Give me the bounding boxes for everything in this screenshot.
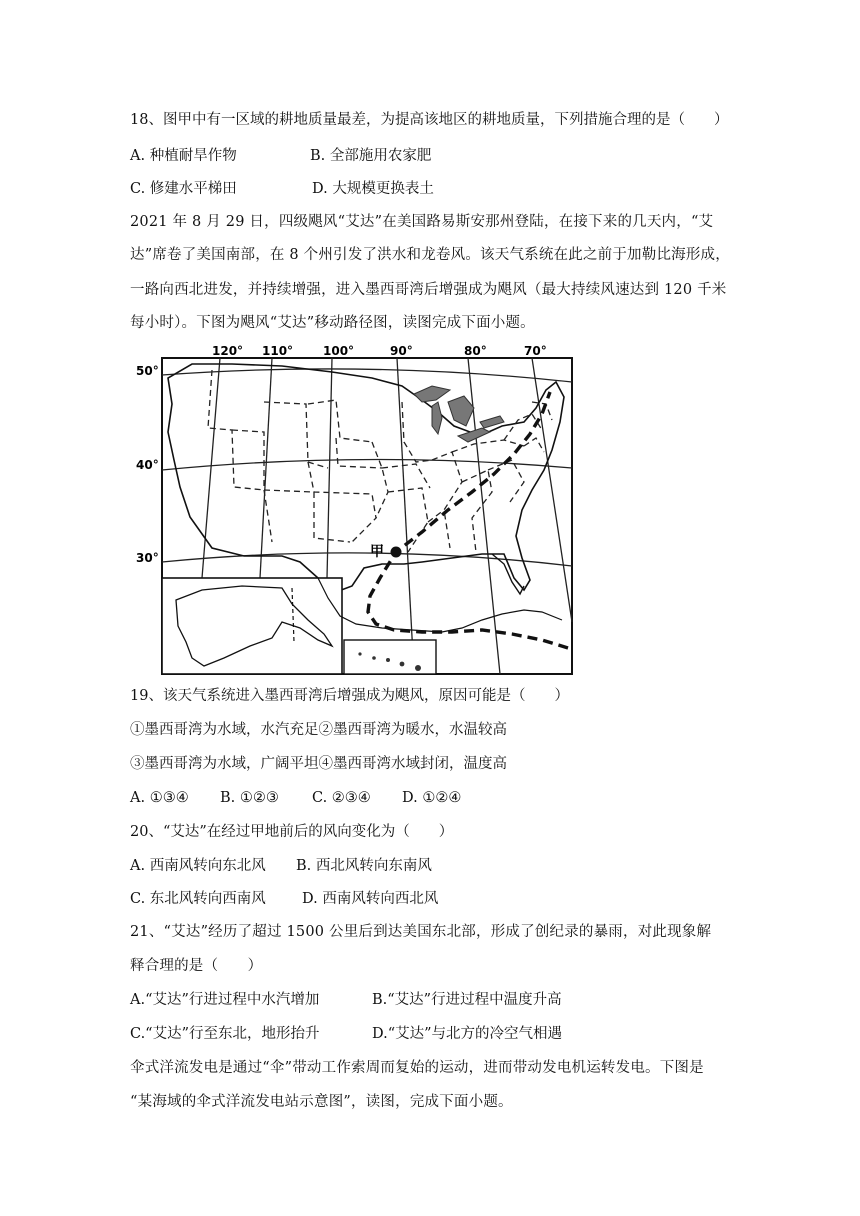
q20-option-d: D. 西南风转向西北风 xyxy=(302,891,439,907)
q21-stem-line-2: 释合理的是（ ） xyxy=(130,958,263,974)
q21-option-b: B.“艾达”行进过程中温度升高 xyxy=(372,992,562,1008)
q20-option-c: C. 东北风转向西南风 xyxy=(130,891,266,907)
q19-option-b: B. ①②③ xyxy=(220,790,279,806)
passage1-line-4: 每小时）。下图为飓风“艾达”移动路径图，读图完成下面小题。 xyxy=(130,315,535,331)
passage1-line-1: 2021 年 8 月 29 日，四级飓风“艾达”在美国路易斯安那州登陆，在接下来的几天内，“艾 xyxy=(130,214,714,230)
lon-label-90: 90° xyxy=(390,344,413,358)
hurricane-ida-path-map xyxy=(132,342,578,678)
q19-statements-1: ①墨西哥湾为水域，水汽充足②墨西哥湾为暖水，水温较高 xyxy=(130,722,507,738)
point-jia-label: 甲 xyxy=(370,544,384,560)
hawaii-inset xyxy=(344,640,436,674)
q20-option-b: B. 西北风转向东南风 xyxy=(296,858,432,874)
lon-label-80: 80° xyxy=(464,344,487,358)
q18-option-c: C. 修建水平梯田 xyxy=(130,181,237,197)
lon-label-110: 110° xyxy=(262,344,294,358)
lon-label-70: 70° xyxy=(524,344,547,358)
q18-stem: 18、图甲中有一区域的耕地质量最差，为提高该地区的耕地质量，下列措施合理的是（ ） xyxy=(130,112,729,128)
passage2-line-2: “某海域的伞式洋流发电站示意图”，读图，完成下面小题。 xyxy=(130,1094,513,1110)
q21-option-d: D.“艾达”与北方的冷空气相遇 xyxy=(372,1026,563,1042)
q19-option-c: C. ②③④ xyxy=(312,790,371,806)
q21-option-a: A.“艾达”行进过程中水汽增加 xyxy=(130,992,320,1008)
q18-option-d: D. 大规模更换表土 xyxy=(312,181,434,197)
lon-label-120: 120° xyxy=(212,344,244,358)
q21-option-c: C.“艾达”行至东北，地形抬升 xyxy=(130,1026,320,1042)
q20-stem: 20、“艾达”在经过甲地前后的风向变化为（ ） xyxy=(130,824,454,840)
lat-label-50: 50° xyxy=(136,364,159,378)
q19-option-d: D. ①②④ xyxy=(402,790,462,806)
q19-statements-2: ③墨西哥湾为水域，广阔平坦④墨西哥湾水域封闭，温度高 xyxy=(130,756,507,772)
q21-stem-line-1: 21、“艾达”经历了超过 1500 公里后到达美国东北部，形成了创纪录的暴雨，对此现象解 xyxy=(130,924,712,940)
q19-stem: 19、该天气系统进入墨西哥湾后增强成为飓风，原因可能是（ ） xyxy=(130,688,569,704)
q18-option-b: B. 全部施用农家肥 xyxy=(310,148,432,164)
passage1-line-2: 达”席卷了美国南部，在 8 个州引发了洪水和龙卷风。该天气系统在此之前于加勒比海形成， xyxy=(130,247,730,263)
q18-option-a: A. 种植耐旱作物 xyxy=(130,148,237,164)
passage2-line-1: 伞式洋流发电是通过“伞”带动工作索周而复始的运动，进而带动发电机运转发电。下图是 xyxy=(130,1060,704,1076)
q19-option-a: A. ①③④ xyxy=(130,790,189,806)
lat-label-30: 30° xyxy=(136,551,159,565)
passage1-line-3: 一路向西北进发，并持续增强，进入墨西哥湾后增强成为飓风（最大持续风速达到 120 千米 xyxy=(130,282,727,298)
q20-option-a: A. 西南风转向东北风 xyxy=(130,858,266,874)
point-jia-marker xyxy=(391,547,402,558)
lat-label-40: 40° xyxy=(136,458,159,472)
lon-label-100: 100° xyxy=(323,344,355,358)
